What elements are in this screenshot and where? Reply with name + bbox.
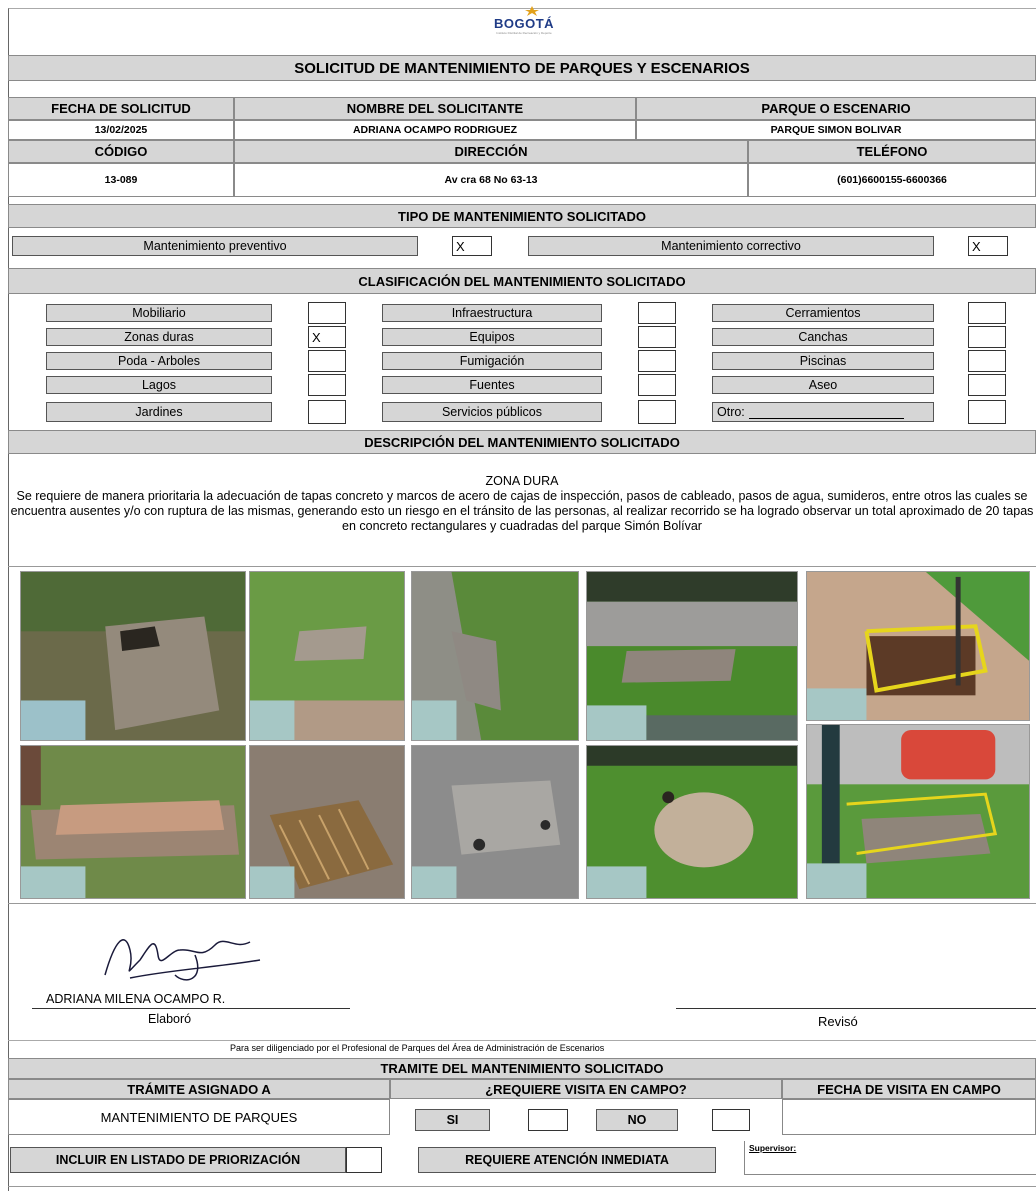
fuentes-checkbox[interactable] <box>638 374 676 396</box>
clasificacion-title: CLASIFICACIÓN DEL MANTENIMIENTO SOLICITADO <box>8 268 1036 294</box>
canchas-label: Canchas <box>712 328 934 346</box>
fecha-visita-label: FECHA DE VISITA EN CAMPO <box>782 1079 1036 1099</box>
descripcion-heading: ZONA DURA <box>485 474 559 488</box>
servicios-publicos-label: Servicios públicos <box>382 402 602 422</box>
photo-8 <box>411 745 579 899</box>
descripcion-text: Se requiere de manera prioritaria la adecuación de tapas concreto y marcos de acero de cajas de inspección, pasos de cableado, pasos de agua, sumideros, entre otros las cuales se encuentra ausentes y/o con ruptura de las mismas, generando esto un riesgo en el tránsito de las personas, al realizar recorrido se ha logrado observar un total aproximado de 20 tapas en concreto rectangulares y cuadradas del parque Simón Bolívar <box>10 489 1034 533</box>
codigo-value: 13-089 <box>8 163 234 197</box>
reviso-label: Revisó <box>818 1014 858 1029</box>
preventivo-checkbox[interactable]: X <box>452 236 492 256</box>
nombre-label: NOMBRE DEL SOLICITANTE <box>234 97 636 120</box>
poda-arboles-checkbox[interactable] <box>308 350 346 372</box>
atencion-label: REQUIERE ATENCIÓN INMEDIATA <box>418 1147 716 1173</box>
photo-5 <box>806 571 1030 721</box>
correctivo-label: Mantenimiento correctivo <box>528 236 934 256</box>
infraestructura-label: Infraestructura <box>382 304 602 322</box>
zonas-duras-label: Zonas duras <box>46 328 272 346</box>
si-label: SI <box>415 1109 490 1131</box>
logo-text: BOGOTÁ <box>493 16 555 31</box>
jardines-checkbox[interactable] <box>308 400 346 424</box>
asignado-value: MANTENIMIENTO DE PARQUES <box>8 1099 390 1135</box>
direccion-label: DIRECCIÓN <box>234 140 748 163</box>
cerramientos-checkbox[interactable] <box>968 302 1006 324</box>
mobiliario-label: Mobiliario <box>46 304 272 322</box>
otro-checkbox[interactable] <box>968 400 1006 424</box>
supervisor-label: Supervisor: <box>749 1143 797 1153</box>
codigo-label: CÓDIGO <box>8 140 234 163</box>
form-title: SOLICITUD DE MANTENIMIENTO DE PARQUES Y ESCENARIOS <box>8 55 1036 81</box>
lagos-label: Lagos <box>46 376 272 394</box>
fumigacion-label: Fumigación <box>382 352 602 370</box>
descripcion-body <box>8 474 1036 534</box>
reviso-line <box>676 1008 1036 1009</box>
fumigacion-checkbox[interactable] <box>638 350 676 372</box>
correctivo-checkbox[interactable]: X <box>968 236 1008 256</box>
asignado-label: TRÁMITE ASIGNADO A <box>8 1079 390 1099</box>
zonas-duras-checkbox[interactable]: X <box>308 326 346 348</box>
priorizacion-checkbox[interactable] <box>346 1147 382 1173</box>
otro-label <box>712 402 934 422</box>
fecha-label: FECHA DE SOLICITUD <box>8 97 234 120</box>
descripcion-title: DESCRIPCIÓN DEL MANTENIMIENTO SOLICITADO <box>8 430 1036 454</box>
mobiliario-checkbox[interactable] <box>308 302 346 324</box>
divider <box>8 566 1036 567</box>
equipos-checkbox[interactable] <box>638 326 676 348</box>
photo-4 <box>586 571 798 741</box>
visita-label: ¿REQUIERE VISITA EN CAMPO? <box>390 1079 782 1099</box>
telefono-label: TELÉFONO <box>748 140 1036 163</box>
elaboro-name: ADRIANA MILENA OCAMPO R. <box>46 992 226 1006</box>
photo-9 <box>586 745 798 899</box>
si-checkbox[interactable] <box>528 1109 568 1131</box>
servicios-publicos-checkbox[interactable] <box>638 400 676 424</box>
piscinas-label: Piscinas <box>712 352 934 370</box>
nota-text: Para ser diligenciado por el Profesional de Parques del Área de Administración de Escenarios <box>230 1043 605 1053</box>
otro-input-line[interactable] <box>749 406 904 419</box>
divider <box>8 1040 1036 1041</box>
otro-label-text: Otro: <box>717 405 745 419</box>
tipo-title: TIPO DE MANTENIMIENTO SOLICITADO <box>8 204 1036 228</box>
photo-10 <box>806 724 1030 899</box>
lagos-checkbox[interactable] <box>308 374 346 396</box>
signature-image <box>100 920 270 990</box>
canchas-checkbox[interactable] <box>968 326 1006 348</box>
parque-value: PARQUE SIMON BOLIVAR <box>636 120 1036 140</box>
piscinas-checkbox[interactable] <box>968 350 1006 372</box>
aseo-label: Aseo <box>712 376 934 394</box>
direccion-value: Av cra 68 No 63-13 <box>234 163 748 197</box>
photo-3 <box>411 571 579 741</box>
no-checkbox[interactable] <box>712 1109 750 1131</box>
tramite-title: TRAMITE DEL MANTENIMIENTO SOLICITADO <box>8 1058 1036 1079</box>
bogota-logo <box>484 6 564 50</box>
star-icon <box>522 6 542 16</box>
jardines-label: Jardines <box>46 402 272 422</box>
poda-arboles-label: Poda - Arboles <box>46 352 272 370</box>
priorizacion-label: INCLUIR EN LISTADO DE PRIORIZACIÓN <box>10 1147 346 1173</box>
photo-1 <box>20 571 246 741</box>
telefono-value: (601)6600155-6600366 <box>748 163 1036 197</box>
supervisor-box[interactable] <box>744 1141 1036 1175</box>
no-label: NO <box>596 1109 678 1131</box>
fecha-value: 13/02/2025 <box>8 120 234 140</box>
logo-subtext: Instituto Distrital de Recreación y Deporte <box>496 31 552 35</box>
photo-2 <box>249 571 405 741</box>
fuentes-label: Fuentes <box>382 376 602 394</box>
aseo-checkbox[interactable] <box>968 374 1006 396</box>
divider <box>8 1186 1036 1187</box>
cerramientos-label: Cerramientos <box>712 304 934 322</box>
elaboro-label: Elaboró <box>148 1012 192 1026</box>
nombre-value: ADRIANA OCAMPO RODRIGUEZ <box>234 120 636 140</box>
fecha-visita-input[interactable] <box>782 1099 1036 1135</box>
divider <box>8 903 1036 904</box>
parque-label: PARQUE O ESCENARIO <box>636 97 1036 120</box>
infraestructura-checkbox[interactable] <box>638 302 676 324</box>
photo-7 <box>249 745 405 899</box>
equipos-label: Equipos <box>382 328 602 346</box>
elaboro-line <box>32 1008 350 1009</box>
photo-6 <box>20 745 246 899</box>
preventivo-label: Mantenimiento preventivo <box>12 236 418 256</box>
